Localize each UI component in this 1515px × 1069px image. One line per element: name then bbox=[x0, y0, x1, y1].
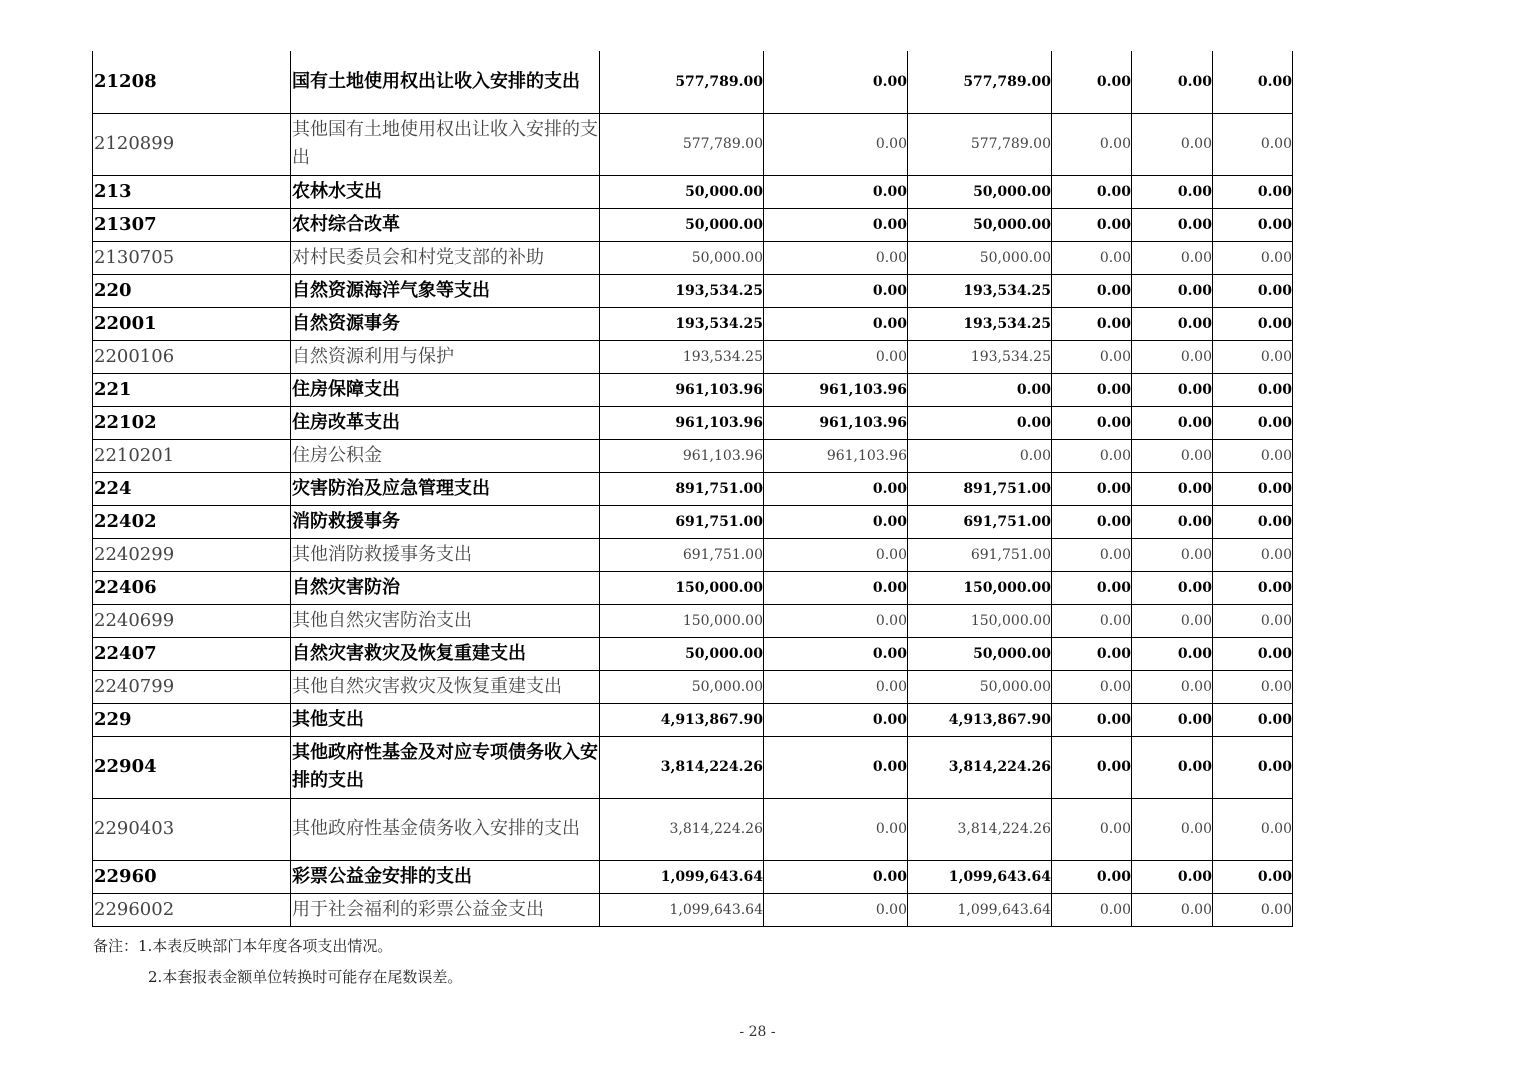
other-cell-2: 0.00 bbox=[1132, 406, 1213, 439]
name-cell: 其他支出 bbox=[291, 703, 600, 736]
code-cell: 2240699 bbox=[93, 604, 291, 637]
name-cell: 自然资源事务 bbox=[291, 307, 600, 340]
basic-cell: 0.00 bbox=[764, 538, 908, 571]
basic-cell: 0.00 bbox=[764, 893, 908, 926]
project-cell: 50,000.00 bbox=[908, 175, 1052, 208]
name-cell: 住房保障支出 bbox=[291, 373, 600, 406]
basic-cell: 0.00 bbox=[764, 175, 908, 208]
basic-cell: 0.00 bbox=[764, 798, 908, 860]
code-cell: 229 bbox=[93, 703, 291, 736]
table-row bbox=[93, 406, 1293, 439]
code-cell: 220 bbox=[93, 274, 291, 307]
project-cell: 0.00 bbox=[908, 406, 1052, 439]
note-line-1: 备注：1.本表反映部门本年度各项支出情况。 bbox=[93, 937, 393, 955]
other-cell-2: 0.00 bbox=[1132, 439, 1213, 472]
table-row bbox=[93, 51, 1293, 113]
basic-cell: 0.00 bbox=[764, 604, 908, 637]
project-cell: 3,814,224.26 bbox=[908, 798, 1052, 860]
other-cell-1: 0.00 bbox=[1052, 373, 1132, 406]
other-cell-2: 0.00 bbox=[1132, 340, 1213, 373]
code-cell: 22904 bbox=[93, 736, 291, 798]
table-row bbox=[93, 860, 1293, 893]
other-cell-1: 0.00 bbox=[1052, 893, 1132, 926]
total-cell: 1,099,643.64 bbox=[600, 893, 764, 926]
other-cell-1: 0.00 bbox=[1052, 538, 1132, 571]
code-cell: 21307 bbox=[93, 208, 291, 241]
table-row bbox=[93, 571, 1293, 604]
other-cell-1: 0.00 bbox=[1052, 113, 1132, 175]
name-cell: 灾害防治及应急管理支出 bbox=[291, 472, 600, 505]
project-cell: 4,913,867.90 bbox=[908, 703, 1052, 736]
other-cell-3: 0.00 bbox=[1213, 208, 1293, 241]
code-cell: 221 bbox=[93, 373, 291, 406]
other-cell-2: 0.00 bbox=[1132, 113, 1213, 175]
name-cell: 彩票公益金安排的支出 bbox=[291, 860, 600, 893]
total-cell: 193,534.25 bbox=[600, 274, 764, 307]
other-cell-2: 0.00 bbox=[1132, 274, 1213, 307]
table-row bbox=[93, 439, 1293, 472]
total-cell: 961,103.96 bbox=[600, 373, 764, 406]
total-cell: 50,000.00 bbox=[600, 241, 764, 274]
basic-cell: 0.00 bbox=[764, 113, 908, 175]
table-row bbox=[93, 340, 1293, 373]
other-cell-3: 0.00 bbox=[1213, 604, 1293, 637]
total-cell: 691,751.00 bbox=[600, 538, 764, 571]
code-cell: 22407 bbox=[93, 637, 291, 670]
table-row bbox=[93, 373, 1293, 406]
total-cell: 193,534.25 bbox=[600, 307, 764, 340]
name-cell: 其他政府性基金债务收入安排的支出 bbox=[291, 798, 600, 860]
project-cell: 50,000.00 bbox=[908, 637, 1052, 670]
other-cell-2: 0.00 bbox=[1132, 860, 1213, 893]
budget-table bbox=[92, 51, 1293, 927]
name-cell: 自然灾害防治 bbox=[291, 571, 600, 604]
total-cell: 150,000.00 bbox=[600, 604, 764, 637]
code-cell: 2210201 bbox=[93, 439, 291, 472]
other-cell-3: 0.00 bbox=[1213, 51, 1293, 113]
table-row bbox=[93, 604, 1293, 637]
total-cell: 961,103.96 bbox=[600, 439, 764, 472]
total-cell: 3,814,224.26 bbox=[600, 798, 764, 860]
code-cell: 2296002 bbox=[93, 893, 291, 926]
other-cell-1: 0.00 bbox=[1052, 736, 1132, 798]
other-cell-2: 0.00 bbox=[1132, 241, 1213, 274]
code-cell: 22402 bbox=[93, 505, 291, 538]
table-row bbox=[93, 175, 1293, 208]
project-cell: 891,751.00 bbox=[908, 472, 1052, 505]
other-cell-3: 0.00 bbox=[1213, 113, 1293, 175]
other-cell-1: 0.00 bbox=[1052, 637, 1132, 670]
table-row bbox=[93, 893, 1293, 926]
project-cell: 150,000.00 bbox=[908, 571, 1052, 604]
other-cell-2: 0.00 bbox=[1132, 175, 1213, 208]
code-cell: 2290403 bbox=[93, 798, 291, 860]
other-cell-1: 0.00 bbox=[1052, 241, 1132, 274]
name-cell: 住房公积金 bbox=[291, 439, 600, 472]
total-cell: 50,000.00 bbox=[600, 175, 764, 208]
other-cell-1: 0.00 bbox=[1052, 208, 1132, 241]
table-row bbox=[93, 670, 1293, 703]
code-cell: 213 bbox=[93, 175, 291, 208]
code-cell: 2120899 bbox=[93, 113, 291, 175]
table-row bbox=[93, 241, 1293, 274]
project-cell: 577,789.00 bbox=[908, 113, 1052, 175]
total-cell: 691,751.00 bbox=[600, 505, 764, 538]
other-cell-1: 0.00 bbox=[1052, 472, 1132, 505]
table-row bbox=[93, 637, 1293, 670]
project-cell: 193,534.25 bbox=[908, 307, 1052, 340]
code-cell: 21208 bbox=[93, 51, 291, 113]
name-cell: 其他国有土地使用权出让收入安排的支出 bbox=[291, 113, 600, 175]
project-cell: 150,000.00 bbox=[908, 604, 1052, 637]
total-cell: 1,099,643.64 bbox=[600, 860, 764, 893]
project-cell: 193,534.25 bbox=[908, 274, 1052, 307]
project-cell: 1,099,643.64 bbox=[908, 893, 1052, 926]
name-cell: 其他政府性基金及对应专项债务收入安排的支出 bbox=[291, 736, 600, 798]
total-cell: 50,000.00 bbox=[600, 637, 764, 670]
table-row bbox=[93, 208, 1293, 241]
other-cell-1: 0.00 bbox=[1052, 604, 1132, 637]
project-cell: 193,534.25 bbox=[908, 340, 1052, 373]
code-cell: 224 bbox=[93, 472, 291, 505]
total-cell: 891,751.00 bbox=[600, 472, 764, 505]
other-cell-2: 0.00 bbox=[1132, 703, 1213, 736]
other-cell-1: 0.00 bbox=[1052, 860, 1132, 893]
table-row bbox=[93, 736, 1293, 798]
code-cell: 2240299 bbox=[93, 538, 291, 571]
total-cell: 4,913,867.90 bbox=[600, 703, 764, 736]
other-cell-1: 0.00 bbox=[1052, 175, 1132, 208]
other-cell-3: 0.00 bbox=[1213, 340, 1293, 373]
other-cell-3: 0.00 bbox=[1213, 373, 1293, 406]
project-cell: 50,000.00 bbox=[908, 241, 1052, 274]
table-row bbox=[93, 113, 1293, 175]
basic-cell: 0.00 bbox=[764, 208, 908, 241]
project-cell: 691,751.00 bbox=[908, 538, 1052, 571]
code-cell: 22406 bbox=[93, 571, 291, 604]
other-cell-1: 0.00 bbox=[1052, 505, 1132, 538]
name-cell: 农林水支出 bbox=[291, 175, 600, 208]
other-cell-3: 0.00 bbox=[1213, 798, 1293, 860]
other-cell-1: 0.00 bbox=[1052, 798, 1132, 860]
other-cell-3: 0.00 bbox=[1213, 406, 1293, 439]
table-row bbox=[93, 798, 1293, 860]
other-cell-1: 0.00 bbox=[1052, 439, 1132, 472]
other-cell-2: 0.00 bbox=[1132, 798, 1213, 860]
basic-cell: 0.00 bbox=[764, 505, 908, 538]
total-cell: 193,534.25 bbox=[600, 340, 764, 373]
name-cell: 农村综合改革 bbox=[291, 208, 600, 241]
other-cell-3: 0.00 bbox=[1213, 241, 1293, 274]
other-cell-3: 0.00 bbox=[1213, 637, 1293, 670]
other-cell-2: 0.00 bbox=[1132, 373, 1213, 406]
total-cell: 150,000.00 bbox=[600, 571, 764, 604]
other-cell-1: 0.00 bbox=[1052, 274, 1132, 307]
table-row bbox=[93, 307, 1293, 340]
total-cell: 50,000.00 bbox=[600, 208, 764, 241]
other-cell-2: 0.00 bbox=[1132, 472, 1213, 505]
total-cell: 961,103.96 bbox=[600, 406, 764, 439]
project-cell: 577,789.00 bbox=[908, 51, 1052, 113]
code-cell: 22001 bbox=[93, 307, 291, 340]
name-cell: 其他自然灾害救灾及恢复重建支出 bbox=[291, 670, 600, 703]
project-cell: 691,751.00 bbox=[908, 505, 1052, 538]
table-row bbox=[93, 538, 1293, 571]
other-cell-1: 0.00 bbox=[1052, 571, 1132, 604]
basic-cell: 961,103.96 bbox=[764, 373, 908, 406]
other-cell-2: 0.00 bbox=[1132, 670, 1213, 703]
name-cell: 用于社会福利的彩票公益金支出 bbox=[291, 893, 600, 926]
note-line-2: 2.本套报表金额单位转换时可能存在尾数误差。 bbox=[148, 968, 463, 986]
total-cell: 50,000.00 bbox=[600, 670, 764, 703]
other-cell-1: 0.00 bbox=[1052, 670, 1132, 703]
name-cell: 国有土地使用权出让收入安排的支出 bbox=[291, 51, 600, 113]
project-cell: 0.00 bbox=[908, 373, 1052, 406]
table-body bbox=[93, 51, 1293, 926]
basic-cell: 0.00 bbox=[764, 51, 908, 113]
other-cell-3: 0.00 bbox=[1213, 703, 1293, 736]
basic-cell: 961,103.96 bbox=[764, 406, 908, 439]
other-cell-2: 0.00 bbox=[1132, 538, 1213, 571]
other-cell-2: 0.00 bbox=[1132, 571, 1213, 604]
total-cell: 577,789.00 bbox=[600, 51, 764, 113]
table-row bbox=[93, 505, 1293, 538]
project-cell: 0.00 bbox=[908, 439, 1052, 472]
basic-cell: 961,103.96 bbox=[764, 439, 908, 472]
name-cell: 对村民委员会和村党支部的补助 bbox=[291, 241, 600, 274]
basic-cell: 0.00 bbox=[764, 307, 908, 340]
other-cell-1: 0.00 bbox=[1052, 340, 1132, 373]
other-cell-2: 0.00 bbox=[1132, 736, 1213, 798]
other-cell-3: 0.00 bbox=[1213, 538, 1293, 571]
other-cell-3: 0.00 bbox=[1213, 505, 1293, 538]
other-cell-1: 0.00 bbox=[1052, 307, 1132, 340]
other-cell-3: 0.00 bbox=[1213, 736, 1293, 798]
other-cell-1: 0.00 bbox=[1052, 406, 1132, 439]
total-cell: 577,789.00 bbox=[600, 113, 764, 175]
name-cell: 自然资源利用与保护 bbox=[291, 340, 600, 373]
code-cell: 22960 bbox=[93, 860, 291, 893]
other-cell-3: 0.00 bbox=[1213, 439, 1293, 472]
code-cell: 2240799 bbox=[93, 670, 291, 703]
name-cell: 消防救援事务 bbox=[291, 505, 600, 538]
basic-cell: 0.00 bbox=[764, 736, 908, 798]
code-cell: 22102 bbox=[93, 406, 291, 439]
name-cell: 自然资源海洋气象等支出 bbox=[291, 274, 600, 307]
other-cell-3: 0.00 bbox=[1213, 274, 1293, 307]
basic-cell: 0.00 bbox=[764, 274, 908, 307]
other-cell-2: 0.00 bbox=[1132, 893, 1213, 926]
basic-cell: 0.00 bbox=[764, 241, 908, 274]
other-cell-3: 0.00 bbox=[1213, 571, 1293, 604]
other-cell-2: 0.00 bbox=[1132, 51, 1213, 113]
other-cell-3: 0.00 bbox=[1213, 472, 1293, 505]
name-cell: 其他自然灾害防治支出 bbox=[291, 604, 600, 637]
other-cell-2: 0.00 bbox=[1132, 208, 1213, 241]
other-cell-3: 0.00 bbox=[1213, 307, 1293, 340]
other-cell-2: 0.00 bbox=[1132, 307, 1213, 340]
basic-cell: 0.00 bbox=[764, 472, 908, 505]
basic-cell: 0.00 bbox=[764, 670, 908, 703]
name-cell: 其他消防救援事务支出 bbox=[291, 538, 600, 571]
project-cell: 1,099,643.64 bbox=[908, 860, 1052, 893]
other-cell-1: 0.00 bbox=[1052, 51, 1132, 113]
other-cell-1: 0.00 bbox=[1052, 703, 1132, 736]
basic-cell: 0.00 bbox=[764, 860, 908, 893]
project-cell: 3,814,224.26 bbox=[908, 736, 1052, 798]
page-number: - 28 - bbox=[739, 1024, 776, 1040]
table-row bbox=[93, 703, 1293, 736]
basic-cell: 0.00 bbox=[764, 571, 908, 604]
name-cell: 自然灾害救灾及恢复重建支出 bbox=[291, 637, 600, 670]
other-cell-2: 0.00 bbox=[1132, 604, 1213, 637]
table-row bbox=[93, 472, 1293, 505]
project-cell: 50,000.00 bbox=[908, 670, 1052, 703]
other-cell-3: 0.00 bbox=[1213, 893, 1293, 926]
other-cell-2: 0.00 bbox=[1132, 637, 1213, 670]
name-cell: 住房改革支出 bbox=[291, 406, 600, 439]
other-cell-3: 0.00 bbox=[1213, 175, 1293, 208]
basic-cell: 0.00 bbox=[764, 340, 908, 373]
basic-cell: 0.00 bbox=[764, 703, 908, 736]
project-cell: 50,000.00 bbox=[908, 208, 1052, 241]
other-cell-3: 0.00 bbox=[1213, 860, 1293, 893]
basic-cell: 0.00 bbox=[764, 637, 908, 670]
other-cell-2: 0.00 bbox=[1132, 505, 1213, 538]
table-row bbox=[93, 274, 1293, 307]
code-cell: 2130705 bbox=[93, 241, 291, 274]
code-cell: 2200106 bbox=[93, 340, 291, 373]
total-cell: 3,814,224.26 bbox=[600, 736, 764, 798]
other-cell-3: 0.00 bbox=[1213, 670, 1293, 703]
